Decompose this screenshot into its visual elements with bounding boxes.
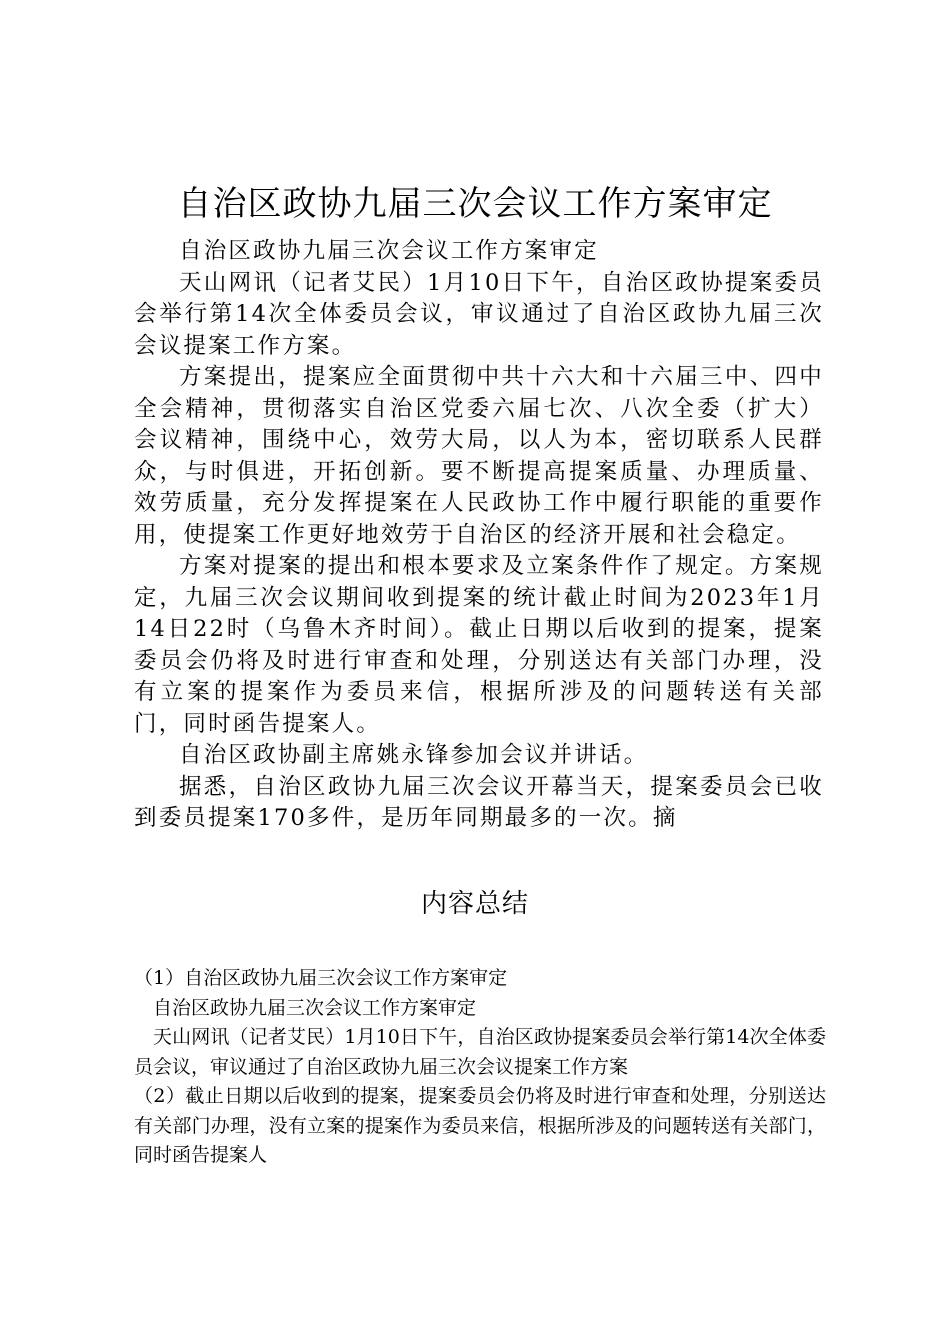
summary-item-body: 天山网讯（记者艾民）1月10日下午，自治区政协提案委员会举行第14次全体委员会议，审议通过了自治区政协九届三次会议提案工作方案 [134,1026,826,1078]
article-body [134,236,824,835]
article-paragraph: 天山网讯（记者艾民）1月10日下午，自治区政协提案委员会举行第14次全体委员会议，审议通过了自治区政协九届三次会议提案工作方案。 [134,269,824,359]
summary-item-subtitle: 自治区政协九届三次会议工作方案审定 [153,996,477,1019]
article-paragraph: 据悉，自治区政协九届三次会议开幕当天，提案委员会已收到委员提案170多件，是历年同期最多的一次。摘 [134,773,824,831]
summary-item-title: （1）自治区政协九届三次会议工作方案审定 [134,967,508,989]
summary-section [134,964,826,1171]
article-paragraph: 方案提出，提案应全面贯彻中共十六大和十六届三中、四中全会精神，贯彻落实自治区党委六届七次、八次全委（扩大）会议精神，围绕中心，效劳大局，以人为本，密切联系人民群众，与时俱进，开拓创新。要不断提高提案质量、办理质量、效劳质量，充分发挥提案在人民政协工作中履行职能的重要作用，使提案工作更好地效劳于自治区的经济开展和社会稳定。 [134,364,824,548]
summary-item-body: （2）截止日期以后收到的提案，提案委员会仍将及时进行审查和处理，分别送达有关部门办理，没有立案的提案作为委员来信，根据所涉及的问题转送有关部门，同时函告提案人 [134,1085,826,1166]
article-paragraph: 自治区政协九届三次会议工作方案审定 [179,238,599,264]
document-title: 自治区政协九届三次会议工作方案审定 [177,184,773,224]
article-paragraph: 自治区政协副主席姚永锋参加会议并讲话。 [179,742,649,768]
summary-heading: 内容总结 [420,889,529,919]
article-paragraph: 方案对提案的提出和根本要求及立案条件作了规定。方案规定，九届三次会议期间收到提案的统计截止时间为2023年1月14日22时（乌鲁木齐时间）。截止日期以后收到的提案，提案委员会仍将及时进行审查和处理，分别送达有关部门办理，没有立案的提案作为委员来信，根据所涉及的问题转送有关部门，同时函告提案人。 [134,553,824,737]
